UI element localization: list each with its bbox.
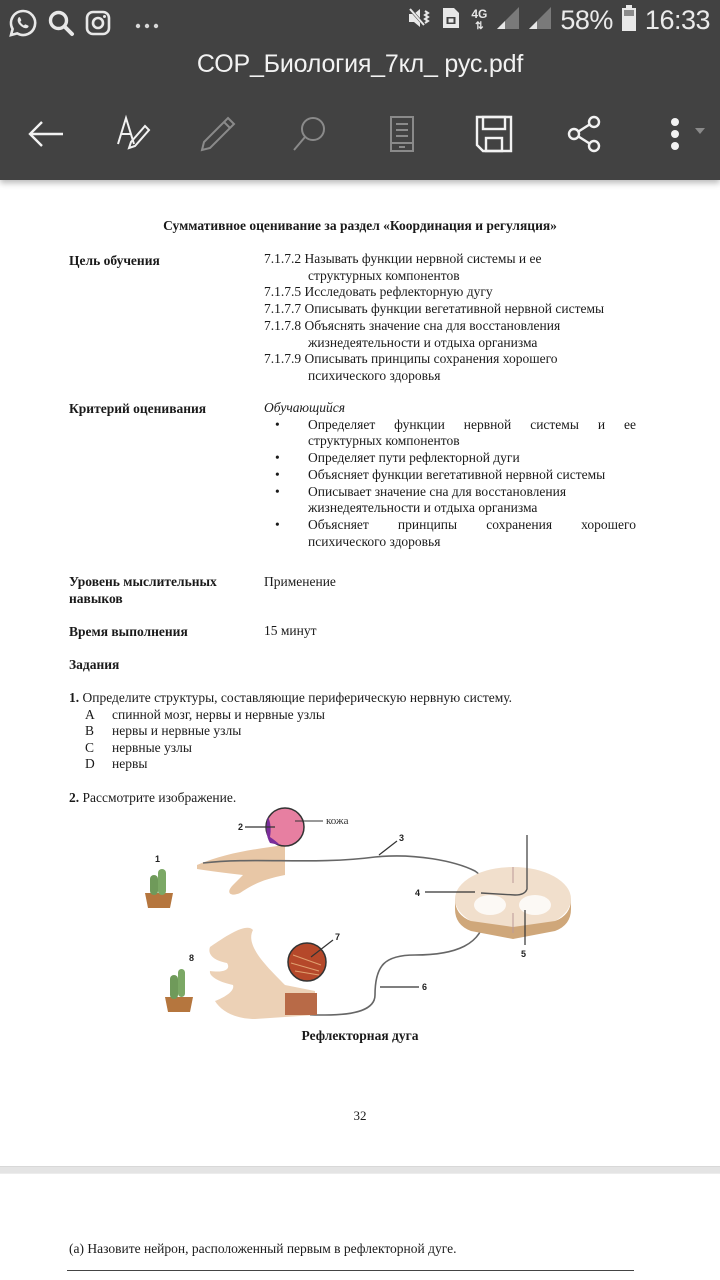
tasks-heading: Задания (69, 657, 120, 672)
svg-text:4: 4 (415, 888, 421, 898)
criteria-list (264, 417, 636, 551)
search-icon (290, 114, 330, 154)
sim-card-icon (440, 5, 462, 36)
cactus-icon (165, 969, 193, 1012)
reflex-arc-figure (135, 805, 575, 1025)
objectives-label: Цель обучения (69, 253, 160, 268)
clock: 16:33 (644, 5, 710, 35)
option-a: A спинной мозг, нервы и нервные узлы (85, 706, 325, 722)
status-bar (0, 0, 720, 48)
task-2-question: Рассмотрите изображение. (82, 790, 237, 805)
more-vertical-icon (663, 114, 707, 154)
duration-label: Время выполнения (69, 624, 188, 639)
criteria-intro: Обучающийся (264, 400, 346, 415)
svg-text:6: 6 (422, 982, 428, 992)
vibrate-mute-icon (406, 5, 432, 36)
draw-button[interactable] (186, 104, 250, 164)
task-1: 1. Определите структуры, составляющие периферическую нервную систему. A спинной мозг, нервы и нервные узлы B нервы и нервные узлы C нервные узлы D нервы (69, 690, 513, 771)
notification-icons (8, 8, 160, 43)
page-layout-icon (387, 114, 417, 154)
battery-icon (621, 4, 637, 37)
question-2a: (а) Назовите нейрон, расположенный первым в рефлекторной дуге. (69, 1241, 457, 1256)
criteria-item: • Описывает значение сна для восстановления жизнедеятельности и отдыха организма (275, 483, 567, 516)
app-bar (0, 0, 720, 180)
criteria-block (264, 400, 636, 550)
svg-text:1: 1 (155, 854, 161, 864)
criteria-item: • Определяет пути рефлекторной дуги (275, 450, 520, 466)
svg-text:5: 5 (521, 949, 527, 959)
option-b: B нервы и нервные узлы (85, 723, 242, 738)
svg-text:2: 2 (238, 822, 244, 832)
text-annotate-button[interactable] (102, 104, 166, 164)
criteria-label: Критерий оценивания (69, 401, 207, 416)
criteria-item: • Объясняет функции вегетативной нервной системы (275, 466, 606, 482)
skill-level-value: Применение (264, 574, 336, 589)
search-icon (46, 8, 76, 43)
objective-item: 7.1.7.9 Описывать принципы сохранения хорошего (264, 351, 558, 367)
more-notifications-icon (134, 17, 160, 35)
share-button[interactable] (553, 104, 617, 164)
skill-level-label: Уровень мыслительных навыков (69, 574, 217, 606)
search-button[interactable] (278, 104, 342, 164)
page-number: 32 (353, 1108, 367, 1123)
text-pen-icon (114, 114, 154, 154)
duration-value: 15 минут (264, 623, 317, 638)
svg-text:8: 8 (189, 953, 195, 963)
objective-item-cont: структурных компонентов (308, 267, 460, 283)
objective-item-cont: жизнедеятельности и отдыха организма (308, 334, 538, 350)
save-button[interactable] (462, 104, 526, 164)
battery-percent: 58% (560, 5, 613, 35)
objective-item: 7.1.7.8 Объяснять значение сна для восстановления (264, 317, 561, 333)
svg-text:кожа: кожа (326, 815, 349, 827)
criteria-item: • Определяет функции нервной системы и ее структурных компонентов (275, 416, 636, 449)
signal-icon (528, 5, 552, 36)
network-4g-icon: 4G ⇅ (471, 7, 488, 32)
arrow-left-icon (26, 119, 66, 149)
signal-icon (496, 5, 520, 36)
page-view-button[interactable] (370, 104, 434, 164)
reflex-arc-illustration (135, 805, 575, 1025)
system-status-icons (406, 4, 710, 37)
more-button[interactable] (650, 104, 720, 164)
pencil-icon (198, 114, 238, 154)
page-separator (0, 1166, 720, 1174)
task-1-question: Определите структуры, составляющие периферическую нервную систему. (82, 690, 513, 705)
page-title: Суммативное оценивание за раздел «Координация и регуляция» (163, 218, 557, 233)
objective-item: 7.1.7.5 Исследовать рефлекторную дугу (264, 284, 493, 300)
floppy-disk-icon (474, 114, 514, 154)
toolbar (0, 104, 720, 164)
instagram-icon (84, 9, 112, 42)
option-c: C нервные узлы (85, 739, 192, 755)
task-1-options (69, 707, 512, 773)
svg-text:3: 3 (399, 833, 405, 843)
option-d: D нервы (85, 756, 148, 771)
criteria-item: • Объясняет принципы сохранения хорошего психического здоровья (275, 516, 636, 549)
objectives-list (264, 251, 636, 385)
svg-text:7: 7 (335, 932, 341, 942)
objective-item: 7.1.7.7 Описывать функции вегетативной нервной системы (264, 301, 605, 317)
cactus-icon (145, 869, 173, 908)
answer-line (67, 1270, 634, 1271)
back-button[interactable] (14, 104, 78, 164)
objective-item: 7.1.7.2 Называть функции нервной системы и ее (264, 251, 542, 266)
objective-item-cont: психического здоровья (308, 367, 441, 383)
figure-caption: Рефлекторная дуга (301, 1028, 419, 1043)
document-title: СОР_Биология_7кл_ рус.pdf (196, 50, 524, 78)
whatsapp-icon (8, 8, 38, 43)
task-2: 2. Рассмотрите изображение. (69, 790, 237, 805)
share-icon (565, 114, 605, 154)
